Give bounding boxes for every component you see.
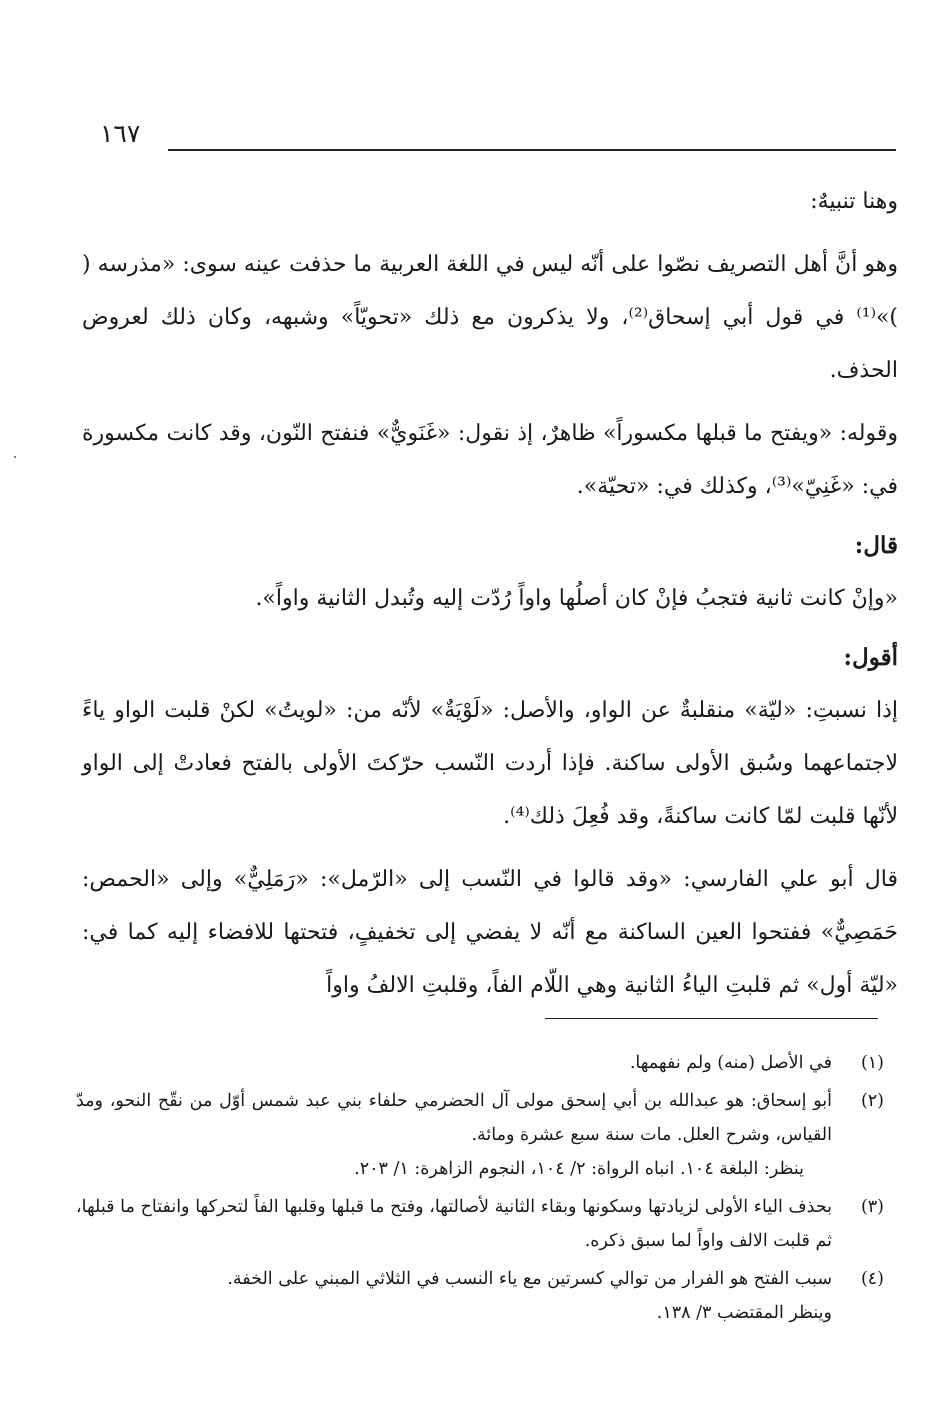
header-rule bbox=[168, 149, 896, 151]
paragraph-2: وقوله: «ويفتح ما قبلها مكسوراً» ظاهرٌ، إذ نقول: «غَنَويٌّ» فنفتح النّون، وقد كانت مكسورة في: «غَنِيّ»⁽³⁾، وكذلك في: «تحيّة». bbox=[82, 421, 898, 499]
footnote-text: سبب الفتح هو الفرار من توالي كسرتين مع ياء النسب في الثلاثي المبني على الخفة. bbox=[227, 1269, 832, 1289]
paragraph-4: قال أبو علي الفارسي: «وقد قالوا في النّسب إلى «الرّمل»: «رَمَلِيٌّ» وإلى «الحمص: حَمَصِيٌّ» ففتحوا العين الساكنة مع أنّه لا يفضي إلى تخفيفٍ، فتحتها للافضاء إليه كما في: «ليّة أول» ثم قلبتِ الياءُ الثانية وهي اللّام الفاً، وقلبتِ الالفُ واواً bbox=[82, 867, 898, 998]
footnote-number: (٢) bbox=[860, 1091, 884, 1111]
footnote-rule bbox=[545, 1018, 878, 1019]
heading-qal: قال: bbox=[854, 532, 898, 559]
page-number: ١٦٧ bbox=[100, 119, 141, 148]
footnote-number: (٤) bbox=[860, 1269, 884, 1289]
quote-paragraph: «وإنْ كانت ثانية فتجبُ فإنْ كان أصلُها واواً رُدّت إليه وتُبدل الثانية واواً». bbox=[255, 586, 898, 611]
scan-speck bbox=[14, 456, 16, 458]
footnote-text: في الأصل (منه) ولم نفهمها. bbox=[629, 1053, 832, 1073]
footnotes bbox=[76, 1046, 884, 1334]
main-text bbox=[82, 175, 898, 1012]
heading-aqul: أقول: bbox=[843, 644, 898, 671]
footnote-number: (١) bbox=[860, 1053, 884, 1073]
footnote-number: (٣) bbox=[860, 1197, 884, 1217]
footnote-2 bbox=[76, 1084, 884, 1186]
paragraph-3: إذا نسبتِ: «ليّة» منقلبةٌ عن الواو، والأصل: «لَوْيَةٌ» لأنّه من: «لويتُ» لكنْ قلبت الواو ياءً لاجتماعهما وسُبق الأولى ساكنة. فإذا أردت النّسب حرّكتَ الأولى بالفتح فعادتْ إلى الواو لأنّها قلبت لمّا كانت ساكنةً، وقد فُعِلَ ذلك⁽⁴⁾. bbox=[82, 698, 898, 829]
footnote-text: بحذف الياء الأولى لزيادتها وسكونها وبقاء الثانية لأصالتها، وفتح ما قبلها وقلبها الفاً لتحركها وانفتاح ما قبلها، ثم قلبت الالف واواً لما سبق ذكره. bbox=[76, 1197, 832, 1251]
footnote-reference: وينظر المقتضب ٣/ ١٣٨. bbox=[656, 1303, 832, 1323]
paragraph-1: وهو أنَّ أهل التصريف نصّوا على أنّه ليس في اللغة العربية ما حذفت عينه سوى: «مذرسه ( )»⁽¹⁾ في قول أبي إسحاق⁽²⁾، ولا يذكرون مع ذلك «تحويّاً» وشبهه، وكان ذلك لعروض الحذف. bbox=[82, 252, 899, 383]
intro-line: وهنا تنبيهٌ: bbox=[810, 189, 898, 214]
footnote-text: أبو إسحاق: هو عبدالله بن أبي إسحق مولى آل الحضرمي حلفاء بني عبد شمس أوّل من نقّح النحو، ومدّ القياس، وشرح العلل. مات سنة سبع عشرة ومائة. bbox=[76, 1091, 832, 1145]
footnote-3 bbox=[76, 1190, 884, 1258]
footnote-reference: ينظر: البلغة ١٠٤. انباه الرواة: ٢/ ١٠٤، النجوم الزاهرة: ١/ ٢٠٣. bbox=[354, 1159, 804, 1179]
footnote-4 bbox=[76, 1262, 884, 1330]
footnote-1 bbox=[76, 1046, 884, 1080]
